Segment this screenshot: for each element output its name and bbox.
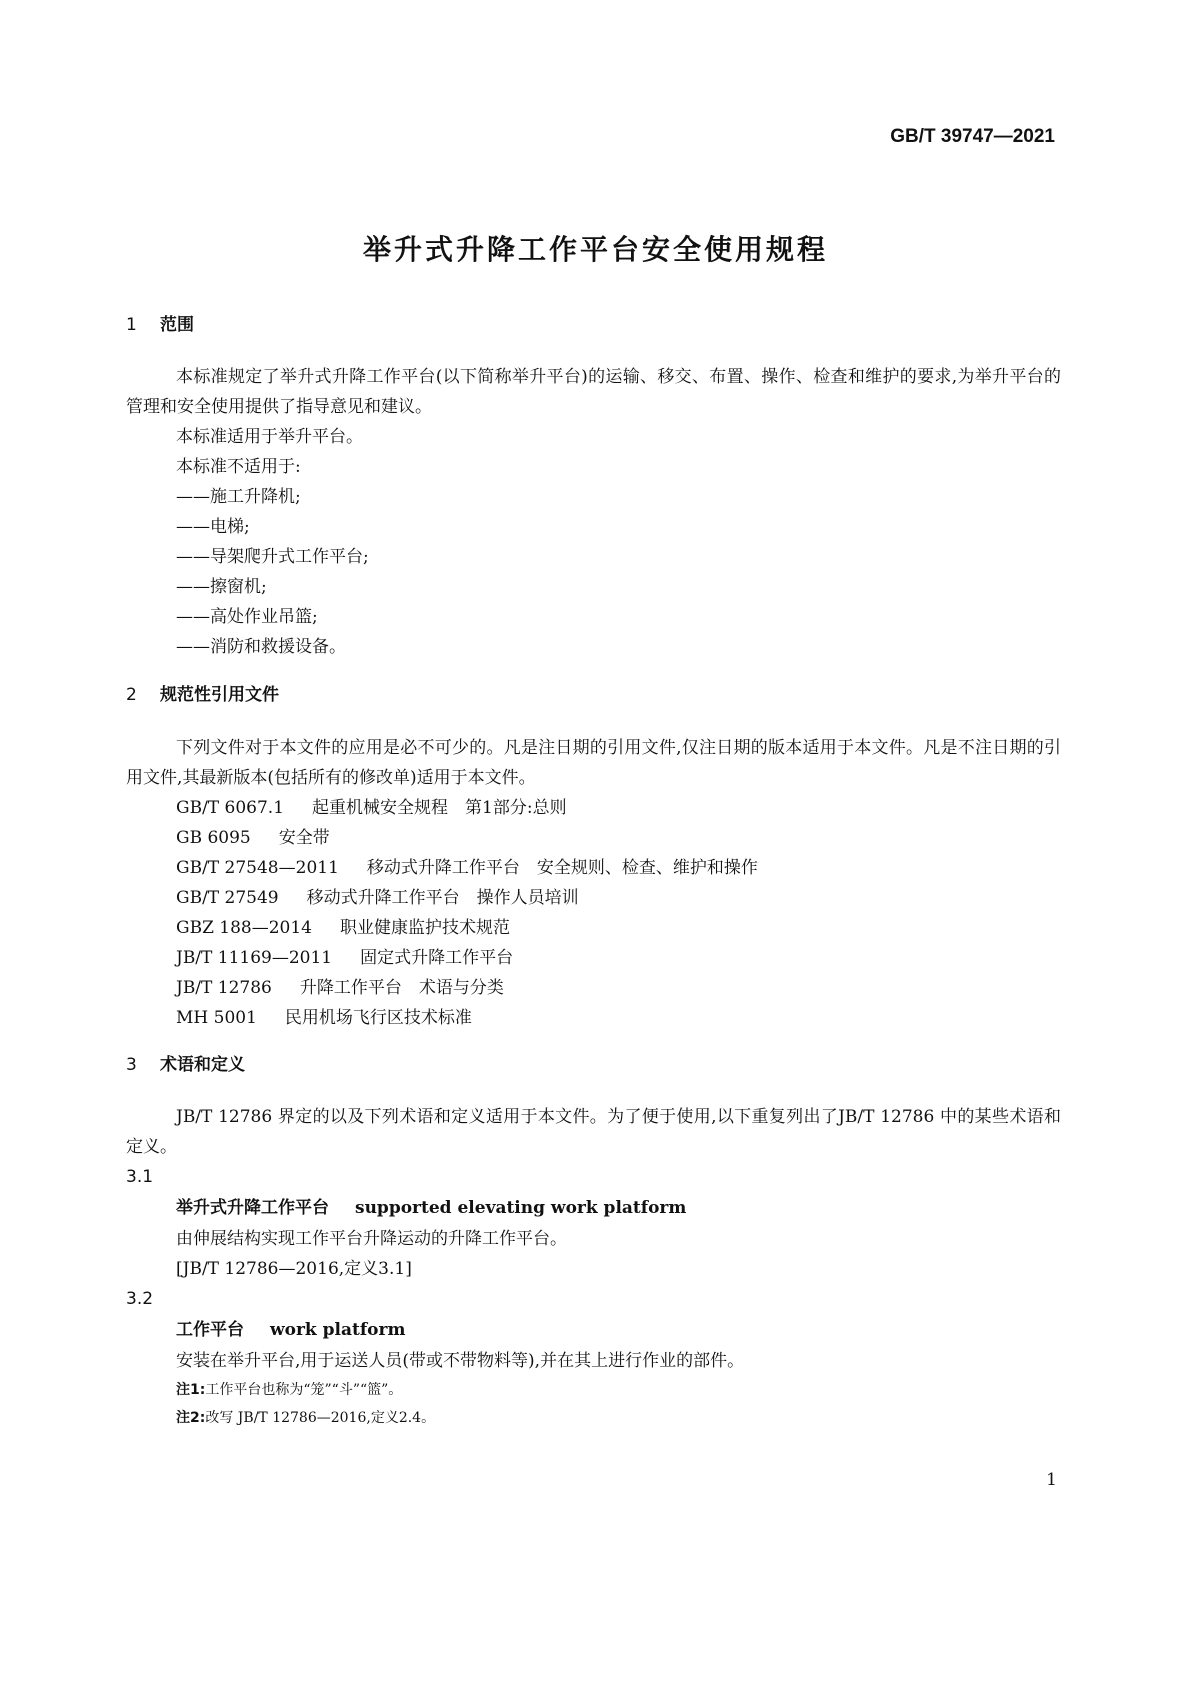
reference-name: 固定式升降工作平台	[360, 948, 514, 968]
section-3-number: 3	[126, 1055, 137, 1075]
section-1-para-1: 本标准规定了举升式升降工作平台(以下简称举升平台)的运输、移交、布置、操作、检查和维护的要求,为举升平台的管理和安全使用提供了指导意见和建议。	[126, 367, 1061, 417]
term-3-2-note-2	[126, 1404, 1061, 1432]
reference-code: GB/T 27549	[176, 888, 279, 908]
reference-code: JB/T 11169—2011	[176, 948, 333, 968]
reference-item	[126, 853, 1061, 883]
list-item: ——导架爬升式工作平台;	[176, 547, 369, 567]
list-item: ——施工升降机;	[176, 487, 301, 507]
section-1-para-3: 本标准不适用于:	[176, 457, 301, 477]
section-2-heading	[126, 680, 279, 705]
reference-code: GB/T 6067.1	[176, 798, 285, 818]
term-zh: 工作平台	[176, 1320, 244, 1340]
term-3-2-definition: 安装在举升平台,用于运送人员(带或不带物料等),并在其上进行作业的部件。	[176, 1351, 745, 1371]
reference-item	[126, 973, 1061, 1003]
section-2-body	[126, 733, 1061, 1033]
note-label: 注2:	[176, 1410, 206, 1426]
section-3-body	[126, 1102, 1061, 1432]
term-zh: 举升式升降工作平台	[176, 1198, 329, 1218]
term-3-2-title	[126, 1314, 1061, 1346]
term-en: supported elevating work platform	[355, 1198, 687, 1218]
reference-name: 民用机场飞行区技术标准	[284, 1008, 472, 1028]
section-1-para-2: 本标准适用于举升平台。	[176, 427, 363, 447]
reference-item	[126, 793, 1061, 823]
reference-code: GB 6095	[176, 828, 251, 848]
reference-code: MH 5001	[176, 1008, 257, 1028]
section-3-para-1: JB/T 12786 界定的以及下列术语和定义适用于本文件。为了便于使用,以下重复列出了JB/T 12786 中的某些术语和定义。	[126, 1107, 1061, 1157]
reference-name: 起重机械安全规程 第1部分:总则	[312, 798, 567, 818]
term-3-1-source: [JB/T 12786—2016,定义3.1]	[176, 1259, 412, 1279]
reference-item	[126, 823, 1061, 853]
page-number: 1	[1046, 1470, 1057, 1490]
note-label: 注1:	[176, 1382, 206, 1398]
section-2-title: 规范性引用文件	[160, 685, 279, 705]
section-3-heading	[126, 1050, 245, 1075]
section-1-number: 1	[126, 315, 137, 335]
term-3-1-title	[126, 1192, 1061, 1224]
term-3-2-number: 3.2	[126, 1289, 154, 1309]
document-code: GB/T 39747—2021	[890, 126, 1055, 147]
section-1-body	[126, 362, 1061, 662]
section-1-title: 范围	[160, 315, 194, 335]
reference-name: 移动式升降工作平台 安全规则、检查、维护和操作	[366, 858, 758, 878]
list-item: ——高处作业吊篮;	[176, 607, 318, 627]
list-item: ——消防和救援设备。	[176, 637, 346, 657]
list-item: ——电梯;	[176, 517, 250, 537]
reference-name: 移动式升降工作平台 操作人员培训	[306, 888, 579, 908]
reference-item	[126, 913, 1061, 943]
section-2-number: 2	[126, 685, 137, 705]
reference-name: 职业健康监护技术规范	[340, 918, 510, 938]
section-2-para-1: 下列文件对于本文件的应用是必不可少的。凡是注日期的引用文件,仅注日期的版本适用于本文件。凡是不注日期的引用文件,其最新版本(包括所有的修改单)适用于本文件。	[126, 738, 1061, 788]
reference-code: JB/T 12786	[176, 978, 272, 998]
note-text: 改写 JB/T 12786—2016,定义2.4。	[205, 1410, 436, 1426]
reference-item	[126, 883, 1061, 913]
reference-code: GBZ 188—2014	[176, 918, 312, 938]
reference-name: 升降工作平台 术语与分类	[299, 978, 504, 998]
document-title: 举升式升降工作平台安全使用规程	[362, 233, 828, 266]
section-1-heading	[126, 310, 194, 335]
term-3-1-number: 3.1	[126, 1167, 154, 1187]
term-3-1-definition: 由伸展结构实现工作平台升降运动的升降工作平台。	[176, 1229, 567, 1249]
note-text: 工作平台也称为“笼”“斗”“篮”。	[205, 1382, 403, 1398]
reference-code: GB/T 27548—2011	[176, 858, 339, 878]
list-item: ——擦窗机;	[176, 577, 267, 597]
reference-item	[126, 1003, 1061, 1033]
reference-item	[126, 943, 1061, 973]
section-3-title: 术语和定义	[160, 1055, 245, 1075]
reference-name: 安全带	[278, 828, 330, 848]
term-en: work platform	[270, 1320, 406, 1340]
term-3-2-note-1	[126, 1376, 1061, 1404]
